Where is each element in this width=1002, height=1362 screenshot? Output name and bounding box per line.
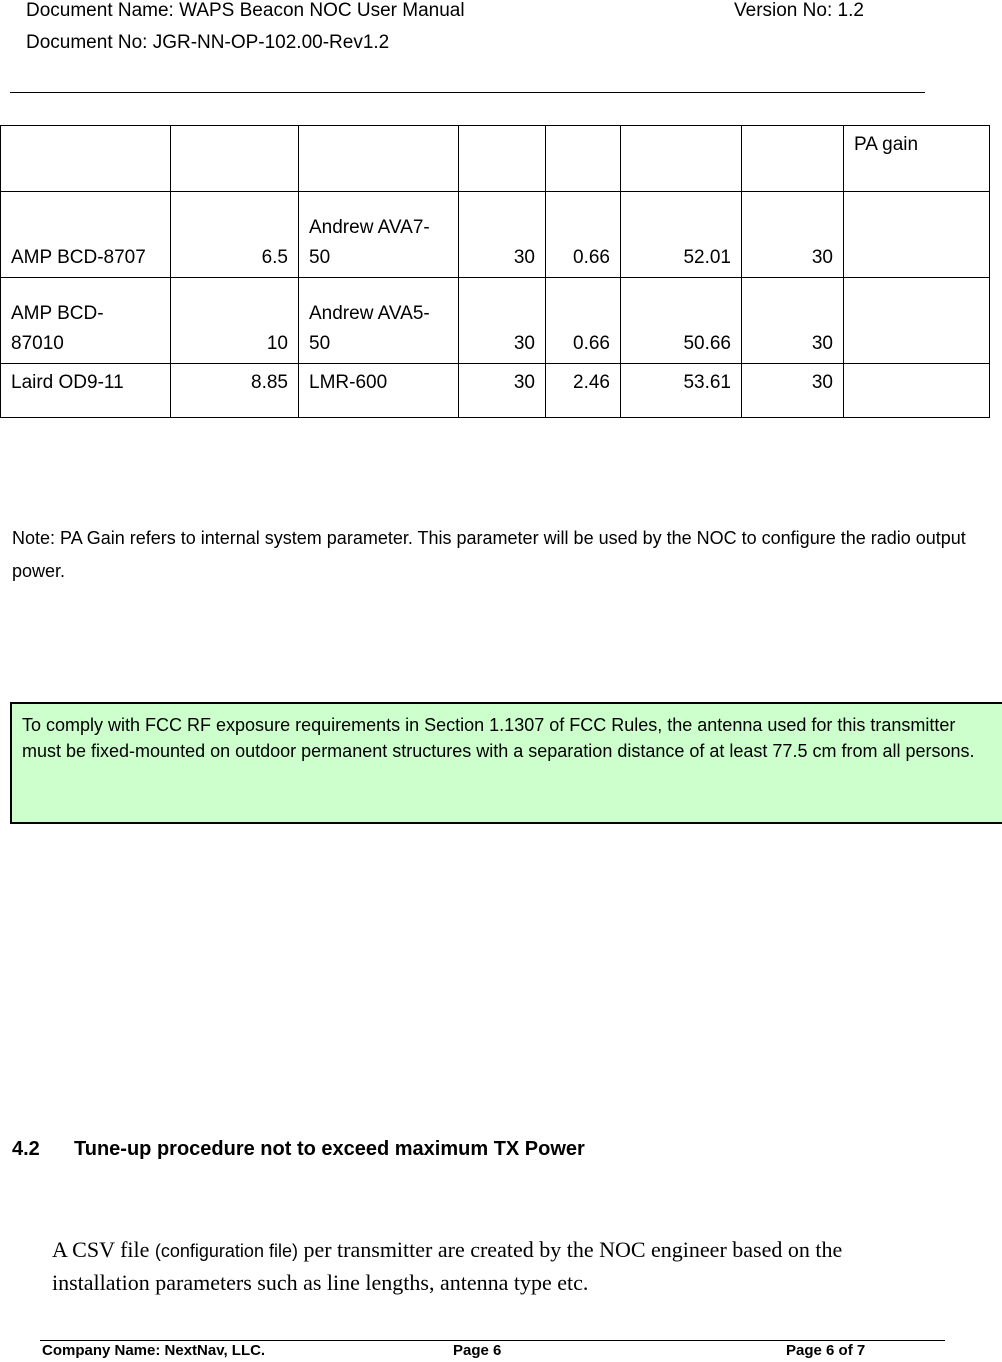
table-header-cell bbox=[546, 126, 621, 192]
table-header-cell bbox=[742, 126, 844, 192]
body-paragraph bbox=[52, 1234, 932, 1299]
power-cell: 30 bbox=[742, 278, 844, 364]
amp-cell: Laird OD9-11 bbox=[1, 364, 171, 418]
header-rule bbox=[10, 92, 925, 93]
table-header-cell bbox=[621, 126, 742, 192]
loss-cell: 0.66 bbox=[546, 278, 621, 364]
cable-cell bbox=[299, 278, 459, 364]
amp-cell bbox=[1, 192, 171, 278]
paragraph-text-1: A CSV file bbox=[52, 1237, 155, 1262]
link-budget-table bbox=[0, 125, 990, 418]
table-row bbox=[1, 364, 990, 418]
pa-cell bbox=[844, 278, 990, 364]
cable-text-line1: Andrew AVA5- bbox=[309, 303, 430, 324]
fcc-exposure-callout: To comply with FCC RF exposure requirements in Section 1.1307 of FCC Rules, the antenna used for this transmitter must be fixed-mounted on outdoor permanent structures with a separation distance of at least 77.5 cm from all persons. bbox=[10, 702, 1002, 824]
amp-text-line1: AMP BCD- bbox=[11, 303, 104, 324]
eirp-cell: 50.66 bbox=[621, 278, 742, 364]
table-header-cell bbox=[299, 126, 459, 192]
pa-cell bbox=[844, 192, 990, 278]
header-version: Version No: 1.2 bbox=[734, 0, 864, 21]
table-header-cell bbox=[171, 126, 299, 192]
footer-rule bbox=[40, 1340, 945, 1341]
eirp-cell: 52.01 bbox=[621, 192, 742, 278]
length-cell: 30 bbox=[459, 278, 546, 364]
cable-text-line2: 50 bbox=[309, 333, 331, 354]
table-header-row bbox=[1, 126, 990, 192]
paragraph-text-2: (configuration file) bbox=[154, 1241, 298, 1261]
amp-text-line2: 87010 bbox=[11, 333, 64, 354]
gain-cell: 8.85 bbox=[171, 364, 299, 418]
footer-page: Page 6 bbox=[453, 1342, 502, 1359]
section-number: 4.2 bbox=[12, 1138, 40, 1160]
paragraph-text-3: per transmitter are created by the NOC engineer based on the installation parameters such as line lengths, antenna type etc. bbox=[52, 1237, 843, 1295]
section-title: Tune-up procedure not to exceed maximum TX Power bbox=[74, 1138, 585, 1160]
header-document-name: Document Name: WAPS Beacon NOC User Manual bbox=[26, 0, 465, 21]
cable-text-line2: 50 bbox=[309, 247, 331, 268]
pa-cell bbox=[844, 364, 990, 418]
power-cell: 30 bbox=[742, 364, 844, 418]
section-heading bbox=[12, 1138, 585, 1161]
length-cell: 30 bbox=[459, 364, 546, 418]
table-row bbox=[1, 192, 990, 278]
power-cell: 30 bbox=[742, 192, 844, 278]
table-header-cell bbox=[1, 126, 171, 192]
amp-cell bbox=[1, 278, 171, 364]
length-cell: 30 bbox=[459, 192, 546, 278]
table-header-cell bbox=[459, 126, 546, 192]
cable-text-line1: Andrew AVA7- bbox=[309, 217, 430, 238]
pa-gain-note: Note: PA Gain refers to internal system parameter. This parameter will be used by the NOC to configure the radio output power. bbox=[12, 528, 966, 581]
cable-cell bbox=[299, 192, 459, 278]
cable-cell: LMR-600 bbox=[299, 364, 459, 418]
table-header-pa-gain: PA gain bbox=[844, 126, 990, 192]
gain-cell: 10 bbox=[171, 278, 299, 364]
loss-cell: 0.66 bbox=[546, 192, 621, 278]
eirp-cell: 53.61 bbox=[621, 364, 742, 418]
footer-page-of: Page 6 of 7 bbox=[786, 1342, 866, 1359]
table-row bbox=[1, 278, 990, 364]
header-document-no: Document No: JGR-NN-OP-102.00-Rev1.2 bbox=[26, 32, 390, 53]
gain-cell: 6.5 bbox=[171, 192, 299, 278]
loss-cell: 2.46 bbox=[546, 364, 621, 418]
amp-text: AMP BCD-8707 bbox=[11, 247, 146, 268]
footer-company: Company Name: NextNav, LLC. bbox=[42, 1342, 266, 1359]
